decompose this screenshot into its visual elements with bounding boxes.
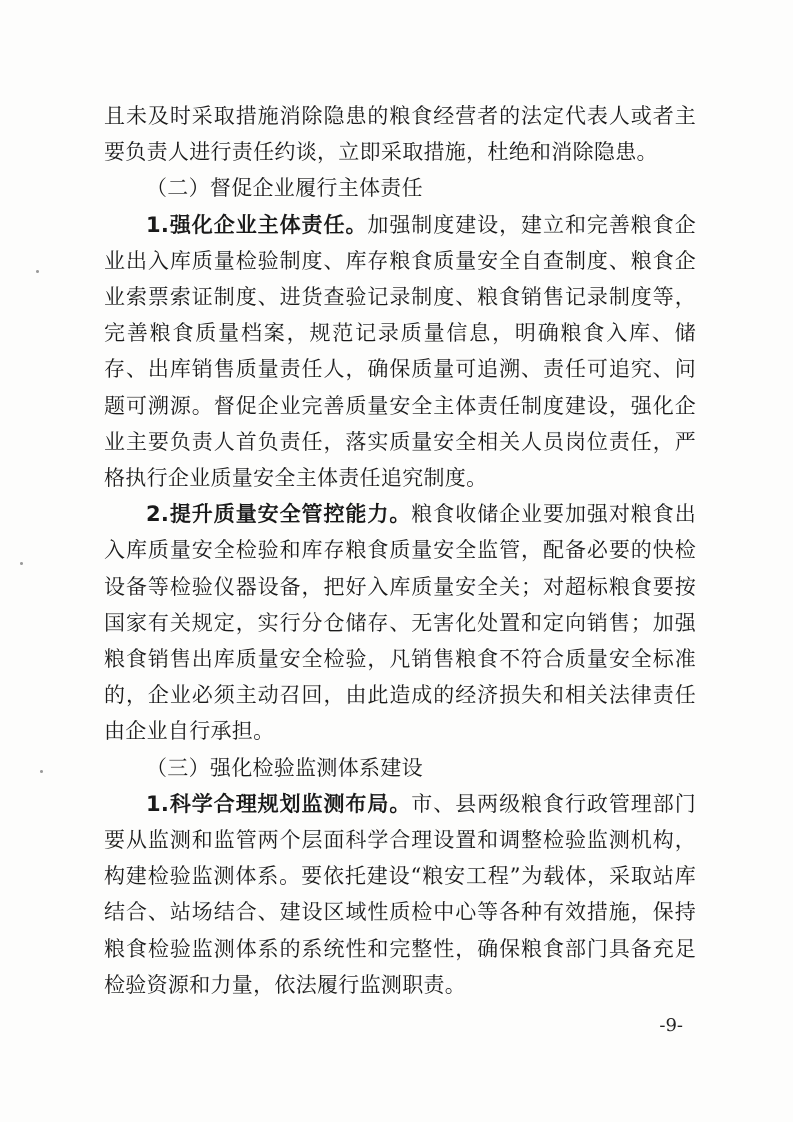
paragraph-continuation: 且未及时采取措施消除隐患的粮食经营者的法定代表人或者主要负责人进行责任约谈，立即采取措施，杜绝和消除隐患。 (104, 104, 696, 165)
item-title: 1.强化企业主体责任。 (146, 212, 368, 237)
section-heading-2: （二）督促企业履行主体责任 (146, 176, 423, 201)
paragraph-item-3 (104, 786, 696, 1003)
item-body: 粮食收储企业要加强对粮食出入库质量安全检验和库存粮食质量安全监管，配备必要的快检设备等检验仪器设备，把好入库质量安全关；对超标粮食要按国家有关规定，实行分仓储存、无害化处置和定向销售；加强粮食销售出库质量安全检验，凡销售粮食不符合质量安全标准的，企业必须主动召回，由此造成的经济损失和相关法律责任由企业自行承担。 (104, 502, 696, 744)
item-body: 加强制度建设，建立和完善粮食企业出入库质量检验制度、库存粮食质量安全自查制度、粮食企业索票索证制度、进货查验记录制度、粮食销售记录制度等，完善粮食质量档案，规范记录质量信息，明确粮食入库、储存、出库销售质量责任人，确保质量可追溯、责任可追究、问题可溯源。督促企业完善质量安全主体责任制度建设，强化企业主要负责人首负责任，落实质量安全相关人员岗位责任，严格执行企业质量安全主体责任追究制度。 (104, 212, 697, 491)
document-body (104, 98, 696, 1003)
paragraph-item-1 (104, 207, 696, 497)
page-number: -9- (659, 1015, 683, 1036)
scan-speck (36, 270, 39, 273)
item-body: 市、县两级粮食行政管理部门要从监测和监管两个层面科学合理设置和调整检验监测机构，构建检验监测体系。要依托建设“粮安工程”为载体，采取站库结合、站场结合、建设区域性质检中心等各种有效措施，保持粮食检验监测体系的系统性和完整性，确保粮食部门具备充足检验资源和力量，依法履行监测职责。 (104, 791, 696, 997)
item-title: 1.科学合理规划监测布局。 (146, 791, 412, 816)
item-title: 2.提升质量安全管控能力。 (146, 502, 412, 527)
scan-speck (20, 562, 23, 565)
scan-speck (40, 770, 43, 773)
section-heading-3: （三）强化检验监测体系建设 (146, 755, 423, 780)
paragraph-item-2 (104, 496, 696, 749)
